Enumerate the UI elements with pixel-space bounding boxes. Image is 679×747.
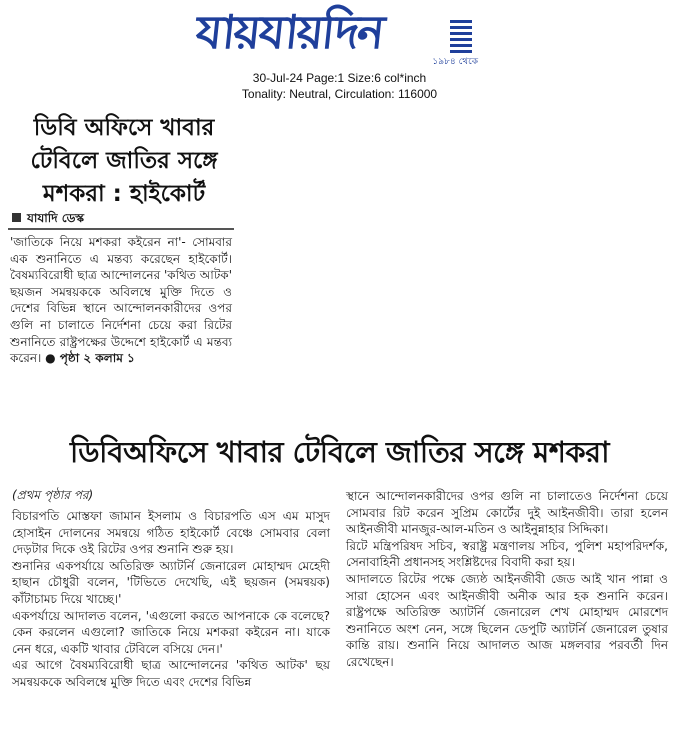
continuation-marker — [45, 351, 135, 365]
paragraph: বিচারপতি মোস্তফা জামান ইসলাম ও বিচারপতি এস এম মাসুদ হোসাইন দোলনের সমন্বয়ে গঠিত হাইকোর্ট বেঞ্চে সোমবার বেলা দেড়টার দিকে ওই রিটের ওপর শুনানি শুরু হয়। — [12, 509, 330, 557]
paragraph: একপর্যায়ে আদালত বলেন, 'এগুলো করতে আপনাকে কে বলেছে? কেন করলেন এগুলো? জাতিকে নিয়ে মশকরা কইরেন না। যাকে নেন ধরে, একটি খাবার টেবিলে বসিয়ে দেন।' — [12, 608, 330, 656]
continued-from-label: (প্রথম পৃষ্ঠার পর) — [12, 488, 94, 502]
article-column-right — [346, 488, 668, 671]
masthead-logo: যায়যায়দিন — [193, 5, 386, 59]
article-column-left — [12, 508, 330, 691]
front-page-clipping — [8, 108, 240, 404]
paragraph: রিটে মন্ত্রিপরিষদ সচিব, স্বরাষ্ট্র মন্ত্রণালয় সচিব, পুলিশ মহাপরিদর্শক, সেনাবাহিনী প্রধানসহ সংশ্লিষ্টদের বিবাদী করা হয়। — [346, 538, 668, 570]
arrow-bullet-icon: ● — [45, 351, 56, 366]
paragraph: আদালতে রিটের পক্ষে জ্যেষ্ঠ আইনজীবী জেড আই খান পান্না ও সারা হোসেন এবং আইনজীবী অনীক আর হক শুনানি করেন। রাষ্ট্রপক্ষে অতিরিক্ত অ্যাটর্নি জেনারেল শেখ মোহাম্মদ মোরশেদ শুনানিতে অংশ নেন, সঙ্গে ছিলেন ডেপুটি অ্যাটর্নি জেনারেল তুষার কান্তি রায়। শুনানি নিয়ে আদালত আজ মঙ্গলবার পরবর্তী দিন রেখেছেন। — [346, 571, 668, 669]
headline-line: টেবিলে জাতির সঙ্গে — [30, 148, 218, 174]
byline-text: যাযাদি ডেস্ক — [27, 211, 85, 225]
continuation-text: পৃষ্ঠা ২ কলাম ১ — [59, 351, 135, 366]
headline-line: ডিবি অফিসে খাবার — [33, 115, 215, 141]
divider — [8, 228, 234, 230]
byline — [8, 210, 84, 230]
front-page-body — [10, 234, 232, 367]
paragraph: এর আগে বৈষম্যবিরোধী ছাত্র আন্দোলনের 'কথিত আটক' ছয় সমন্বয়ককে অবিলম্বে মুক্তি দিতে এবং দেশের বিভিন্ন — [12, 658, 330, 689]
paragraph: স্থানে আন্দোলনকারীদের ওপর গুলি না চালাতেও নির্দেশনা চেয়ে সোমবার রিট করেন সুপ্রিম কোর্টের দুই আইনজীবী। তারা হলেন আইনজীবী মানজুর-আল-মতিন ও আইনুন্নাহার সিদ্দিকা। — [346, 489, 668, 537]
square-bullet-icon — [12, 213, 21, 222]
masthead-since: ১৯৮৪ থেকে — [432, 57, 478, 67]
clipping-meta-line1: 30-Jul-24 Page:1 Size:6 col*inch — [252, 71, 427, 85]
headline-line: মশকরা : হাইকোর্ট — [42, 181, 206, 207]
body-text: 'জাতিকে নিয়ে মশকরা কইরেন না'- সোমবার এক শুনানিতে এ মন্তব্য করেছেন হাইকোর্ট। বৈষম্যবিরোধী ছাত্র আন্দোলনের 'কথিত আটক' ছয়জন সমন্বয়ককে অবিলম্বে মুক্তি দিতে ও দেশের বিভিন্ন স্থানে আন্দোলনকারীদের ওপর গুলি না চালাতে নির্দেশনা চেয়ে করা রিটের শুনানিতে রাষ্ট্রপক্ষের উদ্দেশে হাইকোর্ট এ মন্তব্য করেন। — [10, 235, 232, 366]
masthead-stripe-mark — [450, 20, 472, 54]
paragraph: শুনানির একপর্যায়ে অতিরিক্ত অ্যাটর্নি জেনারেল মোহাম্মদ মেহেদী হাছান চৌধুরী বলেন, 'টিভিতে দেখেছি, এই ছয়জন (সমন্বয়ক) কাঁটাচামচ দিয়ে খাচ্ছে।' — [12, 558, 330, 606]
inside-page-headline: ডিবিঅফিসে খাবার টেবিলে জাতির সঙ্গে মশকরা — [69, 435, 609, 469]
clipping-meta-line2: Tonality: Neutral, Circulation: 116000 — [241, 87, 438, 101]
front-page-headline — [8, 112, 240, 211]
newspaper-masthead — [193, 2, 486, 68]
